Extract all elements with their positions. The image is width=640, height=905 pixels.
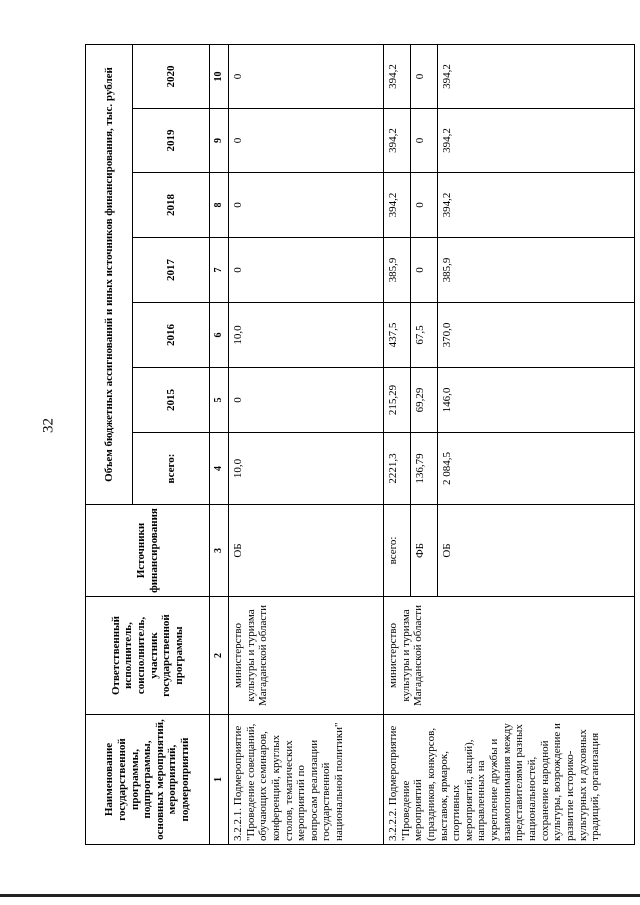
table-row [229,44,384,844]
scan-edge-line [0,894,640,897]
value-year: 0 [229,109,384,173]
value-total: 10,0 [229,433,384,505]
value-year: 370,0 [438,303,635,368]
column-number: 1 [210,715,229,845]
value-year: 67,5 [411,303,438,368]
value-year: 385,9 [438,238,635,303]
value-year: 69,29 [411,368,438,433]
header-year: 2019 [133,109,210,173]
header-funding-source: Источники финансирования [86,505,210,597]
measure-name: 3.2.2.2. Подмероприятие "Проведение мероприятий (праздников, конкурсов, выставок, ярмарок, спортивных мероприятий, акций), направленных на укрепление дружбы и взаимопонимания между представителями разных национальностей, сохранение народной культуры, возрождение и развитие историко-культурных и духовных традиций, организация [384,715,635,845]
column-number: 5 [210,368,229,433]
funding-table [85,44,635,845]
value-year: 0 [411,238,438,303]
value-year: 215,29 [384,368,411,433]
value-year: 0 [229,238,384,303]
column-number: 8 [210,173,229,238]
value-year: 146,0 [438,368,635,433]
value-year: 0 [229,44,384,108]
value-year: 394,2 [438,109,635,173]
value-year: 10,0 [229,303,384,368]
value-year: 394,2 [438,173,635,238]
funding-source-cell: ОБ [229,505,384,597]
value-total: 2221,3 [384,433,411,505]
column-number: 3 [210,505,229,597]
page-number: 32 [40,418,57,433]
rotated-table-container [85,45,640,845]
value-year: 394,2 [384,109,411,173]
column-number: 4 [210,433,229,505]
value-year: 0 [411,173,438,238]
value-year: 0 [229,173,384,238]
value-year: 394,2 [438,44,635,108]
column-number: 6 [210,303,229,368]
header-year: 2016 [133,303,210,368]
column-number-row [210,44,229,844]
executor-cell: министерство культуры и туризма Магаданской области [229,597,384,715]
value-year: 0 [229,368,384,433]
header-year: 2020 [133,44,210,108]
header-year: 2015 [133,368,210,433]
value-total: 136,79 [411,433,438,505]
funding-source-cell: всего: [384,505,411,597]
header-program-name: Наименование государственной программы, подпрограммы, основных мероприятий, мероприятий, подмероприятий [86,715,210,845]
measure-name: 3.2.2.1. Подмероприятие "Проведение совещаний, обучающих семинаров, конференций, круглых столов, тематических мероприятий по вопросам реализации государственной национальной политики" [229,715,384,845]
header-year: 2017 [133,238,210,303]
column-number: 10 [210,44,229,108]
value-year: 437,5 [384,303,411,368]
executor-cell: министерство культуры и туризма Магаданской области [384,597,635,715]
column-number: 2 [210,597,229,715]
value-total: 2 084,5 [438,433,635,505]
header-year: 2018 [133,173,210,238]
value-year: 394,2 [384,44,411,108]
header-executor: Ответственный исполнитель, соисполнитель, участник государственной программы [86,597,210,715]
value-year: 385,9 [384,238,411,303]
value-year: 0 [411,44,438,108]
column-number: 9 [210,109,229,173]
value-year: 0 [411,109,438,173]
column-number: 7 [210,238,229,303]
funding-source-cell: ОБ [438,505,635,597]
value-year: 394,2 [384,173,411,238]
funding-source-cell: ФБ [411,505,438,597]
table-row [384,44,411,844]
header-total: всего: [133,433,210,505]
header-funding-volume: Объем бюджетных ассигнований и иных источников финансирования, тыс. рублей [86,44,133,504]
